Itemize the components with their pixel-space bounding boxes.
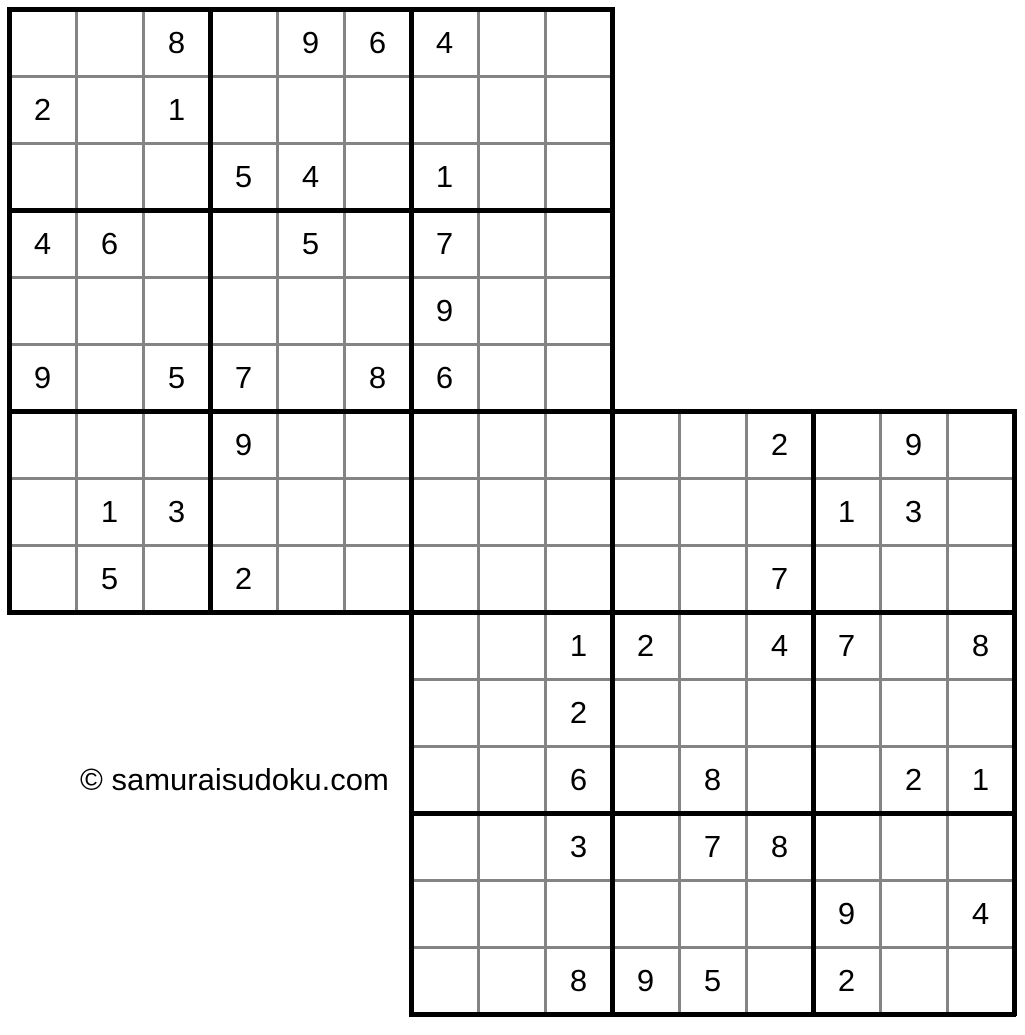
cell-r4c3[interactable]: 1 — [545, 612, 612, 679]
cell-r5c1[interactable] — [9, 277, 76, 344]
cell-r1c2[interactable] — [478, 411, 545, 478]
cell-r4c8[interactable] — [880, 612, 947, 679]
cell-r9c3[interactable] — [143, 545, 210, 612]
cell-r1c2[interactable] — [76, 9, 143, 76]
grid-line — [411, 544, 1014, 547]
cell-r2c6[interactable] — [344, 76, 411, 143]
cell-r5c5[interactable] — [679, 679, 746, 746]
cell-r1c9[interactable] — [947, 411, 1014, 478]
cell-r5c8[interactable] — [880, 679, 947, 746]
cell-r5c8[interactable] — [478, 277, 545, 344]
cell-r9c2[interactable] — [478, 947, 545, 1014]
grid-line — [276, 9, 279, 612]
cell-r5c5[interactable] — [277, 277, 344, 344]
cell-r7c2[interactable] — [76, 411, 143, 478]
cell-r1c4[interactable] — [210, 9, 277, 76]
cell-r7c8[interactable] — [880, 813, 947, 880]
cell-r5c2[interactable] — [478, 679, 545, 746]
cell-r4c3[interactable] — [143, 210, 210, 277]
cell-r7c1[interactable] — [411, 813, 478, 880]
box-border-line — [610, 409, 615, 1016]
cell-r3c1[interactable] — [9, 143, 76, 210]
cell-r9c8[interactable] — [880, 947, 947, 1014]
cell-r4c5[interactable]: 5 — [277, 210, 344, 277]
cell-r4c4[interactable] — [210, 210, 277, 277]
cell-r2c4[interactable] — [210, 76, 277, 143]
cell-r8c6[interactable] — [746, 880, 813, 947]
box-border-line — [409, 409, 414, 1016]
cell-layer — [411, 411, 1014, 1014]
cell-r7c6[interactable]: 8 — [746, 813, 813, 880]
cell-r3c1[interactable] — [411, 545, 478, 612]
cell-r3c7[interactable]: 1 — [411, 143, 478, 210]
cell-r3c8[interactable] — [478, 143, 545, 210]
grid-line — [477, 411, 480, 1014]
cell-r9c5[interactable] — [277, 545, 344, 612]
cell-r5c9[interactable] — [545, 277, 612, 344]
cell-r6c2[interactable] — [478, 746, 545, 813]
cell-r9c9[interactable] — [947, 947, 1014, 1014]
grid-line — [879, 411, 882, 1014]
cell-r7c6[interactable] — [344, 411, 411, 478]
grid-line — [9, 75, 612, 78]
cell-r2c2[interactable] — [76, 76, 143, 143]
cell-r2c3[interactable] — [545, 478, 612, 545]
cell-r8c2[interactable]: 1 — [76, 478, 143, 545]
cell-r3c4[interactable]: 5 — [210, 143, 277, 210]
cell-r6c6[interactable]: 8 — [344, 344, 411, 411]
cell-r5c4[interactable] — [612, 679, 679, 746]
grid-line — [343, 9, 346, 612]
cell-r6c6[interactable] — [746, 746, 813, 813]
cell-r8c1[interactable] — [411, 880, 478, 947]
cell-r3c9[interactable] — [947, 545, 1014, 612]
cell-r6c3[interactable]: 5 — [143, 344, 210, 411]
cell-r3c2[interactable] — [478, 545, 545, 612]
cell-r4c4[interactable]: 2 — [612, 612, 679, 679]
cell-r8c2[interactable] — [478, 880, 545, 947]
cell-r3c7[interactable] — [813, 545, 880, 612]
cell-r2c7[interactable] — [411, 76, 478, 143]
cell-r7c5[interactable] — [277, 411, 344, 478]
cell-r2c5[interactable] — [277, 76, 344, 143]
cell-r1c4[interactable] — [612, 411, 679, 478]
cell-r1c3[interactable] — [545, 411, 612, 478]
cell-r9c6[interactable] — [746, 947, 813, 1014]
cell-r6c7[interactable] — [813, 746, 880, 813]
cell-r3c5[interactable]: 4 — [277, 143, 344, 210]
cell-r6c8[interactable] — [478, 344, 545, 411]
cell-r1c8[interactable] — [478, 9, 545, 76]
cell-r4c9[interactable]: 8 — [947, 612, 1014, 679]
grid-line — [544, 411, 547, 1014]
cell-r9c6[interactable] — [344, 545, 411, 612]
cell-r1c6[interactable]: 6 — [344, 9, 411, 76]
cell-r1c7[interactable]: 4 — [411, 9, 478, 76]
cell-r5c7[interactable]: 9 — [411, 277, 478, 344]
cell-r8c6[interactable] — [344, 478, 411, 545]
cell-r2c6[interactable] — [746, 478, 813, 545]
grid-line — [946, 411, 949, 1014]
cell-r3c6[interactable]: 7 — [746, 545, 813, 612]
cell-r5c7[interactable] — [813, 679, 880, 746]
cell-r1c3[interactable]: 8 — [143, 9, 210, 76]
cell-r5c3[interactable] — [143, 277, 210, 344]
cell-r4c6[interactable]: 4 — [746, 612, 813, 679]
cell-r9c7[interactable]: 2 — [813, 947, 880, 1014]
cell-r4c6[interactable] — [344, 210, 411, 277]
cell-r1c6[interactable]: 2 — [746, 411, 813, 478]
cell-r5c6[interactable] — [746, 679, 813, 746]
cell-r6c9[interactable]: 1 — [947, 746, 1014, 813]
cell-r7c3[interactable] — [143, 411, 210, 478]
grid-line — [9, 343, 612, 346]
box-border-line — [7, 7, 614, 12]
cell-r8c1[interactable] — [9, 478, 76, 545]
cell-r5c3[interactable]: 2 — [545, 679, 612, 746]
cell-r5c2[interactable] — [76, 277, 143, 344]
cell-r6c4[interactable]: 7 — [210, 344, 277, 411]
cell-r7c5[interactable]: 7 — [679, 813, 746, 880]
cell-r2c5[interactable] — [679, 478, 746, 545]
cell-r8c5[interactable] — [277, 478, 344, 545]
cell-r3c2[interactable] — [76, 143, 143, 210]
cell-r6c4[interactable] — [612, 746, 679, 813]
copyright-text: © samuraisudoku.com — [80, 762, 389, 797]
sudoku-grid-bottom-right — [411, 411, 1014, 1014]
cell-r3c5[interactable] — [679, 545, 746, 612]
box-border-line — [409, 811, 1016, 816]
grid-line — [411, 946, 1014, 949]
cell-r3c3[interactable] — [545, 545, 612, 612]
cell-r9c4[interactable]: 9 — [612, 947, 679, 1014]
grid-line — [411, 745, 1014, 748]
box-border-line — [7, 7, 12, 614]
grid-line — [9, 276, 612, 279]
cell-r2c8[interactable]: 3 — [880, 478, 947, 545]
cell-r4c1[interactable] — [411, 612, 478, 679]
cell-r9c3[interactable]: 8 — [545, 947, 612, 1014]
cell-r3c3[interactable] — [143, 143, 210, 210]
cell-r4c9[interactable] — [545, 210, 612, 277]
box-border-line — [409, 1012, 1016, 1017]
cell-r2c9[interactable] — [545, 76, 612, 143]
cell-r1c8[interactable]: 9 — [880, 411, 947, 478]
cell-r2c4[interactable] — [612, 478, 679, 545]
cell-r6c1[interactable] — [411, 746, 478, 813]
cell-r8c8[interactable] — [880, 880, 947, 947]
cell-r6c7[interactable]: 6 — [411, 344, 478, 411]
cell-r6c2[interactable] — [76, 344, 143, 411]
cell-r3c6[interactable] — [344, 143, 411, 210]
cell-r7c3[interactable]: 3 — [545, 813, 612, 880]
box-border-line — [7, 208, 614, 213]
grid-line — [411, 477, 1014, 480]
cell-r3c4[interactable] — [612, 545, 679, 612]
cell-r4c8[interactable] — [478, 210, 545, 277]
cell-r1c1[interactable] — [411, 411, 478, 478]
cell-r5c6[interactable] — [344, 277, 411, 344]
cell-r8c7[interactable]: 9 — [813, 880, 880, 947]
cell-r4c7[interactable]: 7 — [813, 612, 880, 679]
cell-r2c2[interactable] — [478, 478, 545, 545]
cell-r2c1[interactable] — [411, 478, 478, 545]
cell-r4c2[interactable] — [478, 612, 545, 679]
grid-line — [9, 142, 612, 145]
box-border-line — [1012, 409, 1017, 1016]
cell-r7c4[interactable]: 9 — [210, 411, 277, 478]
cell-r1c5[interactable]: 9 — [277, 9, 344, 76]
grid-line — [678, 411, 681, 1014]
grid-line — [75, 9, 78, 612]
cell-r7c1[interactable] — [9, 411, 76, 478]
cell-r9c5[interactable]: 5 — [679, 947, 746, 1014]
box-border-line — [208, 7, 213, 614]
cell-r8c5[interactable] — [679, 880, 746, 947]
grid-line — [142, 9, 145, 612]
cell-r2c3[interactable]: 1 — [143, 76, 210, 143]
cell-r2c8[interactable] — [478, 76, 545, 143]
cell-r4c2[interactable]: 6 — [76, 210, 143, 277]
cell-r8c4[interactable] — [612, 880, 679, 947]
cell-r8c4[interactable] — [210, 478, 277, 545]
cell-r6c1[interactable]: 9 — [9, 344, 76, 411]
cell-r6c3[interactable]: 6 — [545, 746, 612, 813]
cell-r1c1[interactable] — [9, 9, 76, 76]
cell-r2c9[interactable] — [947, 478, 1014, 545]
cell-r9c1[interactable] — [9, 545, 76, 612]
cell-r7c2[interactable] — [478, 813, 545, 880]
cell-r9c4[interactable]: 2 — [210, 545, 277, 612]
box-border-line — [409, 409, 1016, 414]
cell-r1c7[interactable] — [813, 411, 880, 478]
cell-r6c5[interactable]: 8 — [679, 746, 746, 813]
cell-r8c3[interactable]: 3 — [143, 478, 210, 545]
cell-r3c9[interactable] — [545, 143, 612, 210]
cell-r7c9[interactable] — [947, 813, 1014, 880]
box-border-line — [811, 409, 816, 1016]
cell-r6c8[interactable]: 2 — [880, 746, 947, 813]
cell-r8c9[interactable]: 4 — [947, 880, 1014, 947]
cell-r1c5[interactable] — [679, 411, 746, 478]
cell-r4c1[interactable]: 4 — [9, 210, 76, 277]
cell-r8c3[interactable] — [545, 880, 612, 947]
grid-line — [745, 411, 748, 1014]
cell-r5c1[interactable] — [411, 679, 478, 746]
cell-r2c7[interactable]: 1 — [813, 478, 880, 545]
grid-line — [411, 879, 1014, 882]
cell-r5c4[interactable] — [210, 277, 277, 344]
grid-line — [411, 678, 1014, 681]
cell-r2c1[interactable]: 2 — [9, 76, 76, 143]
cell-r1c9[interactable] — [545, 9, 612, 76]
cell-r9c2[interactable]: 5 — [76, 545, 143, 612]
cell-r5c9[interactable] — [947, 679, 1014, 746]
cell-r3c8[interactable] — [880, 545, 947, 612]
cell-r7c4[interactable] — [612, 813, 679, 880]
cell-r4c5[interactable] — [679, 612, 746, 679]
cell-r9c1[interactable] — [411, 947, 478, 1014]
cell-r6c9[interactable] — [545, 344, 612, 411]
box-border-line — [409, 610, 1016, 615]
cell-r6c5[interactable] — [277, 344, 344, 411]
cell-r7c7[interactable] — [813, 813, 880, 880]
cell-r4c7[interactable]: 7 — [411, 210, 478, 277]
